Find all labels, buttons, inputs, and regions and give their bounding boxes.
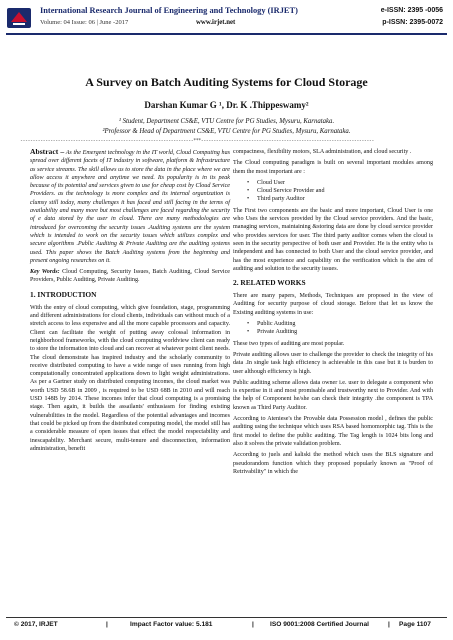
section-separator: ---------------------------------------------------------------------***--------------------------------------------------------------------- xyxy=(20,138,374,144)
pissn: p-ISSN: 2395-0072 xyxy=(382,19,443,26)
affiliation-1: ¹ Student, Department CS&E, VTU Centre for PG Studies, Mysuru, Karnataka. xyxy=(118,118,335,125)
header-divider xyxy=(6,33,447,35)
footer-separator: | xyxy=(252,621,254,628)
introduction-heading: 1. INTRODUCTION xyxy=(30,289,97,299)
list-item: • Third party Auditor xyxy=(247,195,433,203)
abstract-label: Abstract – xyxy=(30,147,65,156)
keywords-text: Cloud Computing, Security Issues, Batch Auditing, Cloud Service Providers, Public Auditing, Private Auditing. xyxy=(30,269,230,284)
related-works-heading: 2. RELATED WORKS xyxy=(233,278,306,288)
components-text: The First two components are the basic and more important, Cloud User is one who Uses the services provided by the Cloud service providers. And the basic, managing services, maintaining &storing data are done by cloud service provider who provides services for user. The third party auditor comes when the cloud is seen in the security perspective of both user and Provider. He is the entity who is independent and has connected to both User and the cloud service provider, and has the most experience and capability on the verification which is the aim of auditing and solution to the security issues. xyxy=(233,207,433,272)
paper-authors: Darshan Kumar G ¹, Dr. K .Thippeswamy² xyxy=(144,100,309,110)
iso-certification: ISO 9001:2008 Certified Journal xyxy=(270,621,369,628)
page-footer xyxy=(0,617,453,633)
footer-separator: | xyxy=(388,621,390,628)
abstract xyxy=(30,148,230,265)
component-list xyxy=(247,179,433,204)
public-auditing-text: Public auditing scheme allows data owner i.e. user to delegate a component who is expertise in it and most promisable and trustworthy next to Provider. And with the help of Component he/she can check their integrity .the component is TPA known as Third Party Auditor. xyxy=(233,379,433,411)
list-item: • Private Auditing xyxy=(247,328,433,336)
journal-header xyxy=(0,0,453,36)
introduction-text: With the entry of cloud computing, which give foundation, stage, programming and different administrations for cloud clients, individuals can without much of a stretch access to less expensive and all the more capable processors and capacity. Client can facilitate the weight of putting away colossal information in neighborhood frameworks, with the cloud computing worldview client can ready to store the information into cloud and can recover at whatever point client needs. The cloud demonstrate has inspired industry and the scholarly community to receive distributed computing to have a wide range of uses running from high computationally concentrated applications down to light weight administrations. As per a Gartner study on distributed computing incomes, the cloud market was worth USD 58.6B in 2009 , is required to be USD 68B in 2010 and will reach USD 148B by 2014. These incomes infer that cloud computing is a promising stage. Then again, it builds the assailants' enthusiasm for finding existing vulnerabilities in the model. Regardless of the potential advantages and incomes that could be picked up from the distributed computing model, the model still has a considerable measure of open issues that effect the model respectability and inescapability. Merchant secure, multi-tenure and disconnection, information administration, benefit xyxy=(30,304,230,452)
copyright: © 2017, IRJET xyxy=(14,621,58,628)
auditing-types-text: These two types of auditing are most popular. xyxy=(233,340,345,347)
intro-continued: compactness, flexibility motors, SLA administration, and cloud security . xyxy=(233,149,412,155)
page-number: Page 1107 xyxy=(399,621,431,628)
list-item: • Cloud Service Provider and xyxy=(247,187,433,195)
abstract-text: As the Emergent technology in the IT world, Cloud Computing has spread over different facets of IT industry in software, platform & Infrastructure as service streams. The skill allows us to store the data in the place where we are allow access it anywhere and anytime we need. Its popularity is in its peak because of its potential and services given to use for cheap cost by Cloud Service Providers. as the technology is more complex and its internal organization is clumsy still today, many challenges it has faced and still facing in the terms of availability and many more but most challenges are faced regarding the security of e data stored by the user in cloud. There are many methodologies are introduced for overcoming the security issues .Auditing systems are the system which is intended to work on the security issues which utilizes complex and secure algorithms .Public Auditing & Private Auditing are the auditing systems used. This paper shows the Batch Auditing systems from the beginning and present ongoing researches on it. xyxy=(30,150,230,264)
paper-title: A Survey on Batch Auditing Systems for Cloud Storage xyxy=(85,75,368,89)
eissn: e-ISSN: 2395 -0056 xyxy=(380,7,443,14)
right-column xyxy=(233,148,433,479)
impact-factor: Impact Factor value: 5.181 xyxy=(130,621,213,628)
related-intro: There are many papers, Methods, Techniques are proposed in the view of Auditing for security purpose of cloud storage. Before that let us know the Existing auditing systems in use: xyxy=(233,293,433,316)
keywords xyxy=(30,268,230,285)
footer-divider xyxy=(6,617,447,618)
paradigm-text: The Cloud computing paradigm is built on several important modules among them the most important are : xyxy=(233,160,433,175)
juels-text: According to juels and kaliski the method which uses the BLS signature and pseudorandom function which they proposed popularly known as "Proof of Retrivability" in which the xyxy=(233,452,433,475)
auditing-list xyxy=(247,320,433,337)
affiliation-2: ²Professor & Head of Department CS&E, VTU Centre for PG Studies, Mysuru, Karnataka. xyxy=(102,128,351,135)
left-column xyxy=(30,148,230,456)
list-item: • Public Auditing xyxy=(247,320,433,328)
ateniese-text: According to Ateniese's the Provable data Possession model , defines the public auditing using the technique which uses RSA based homomorphic tag. This is the first model to define the public auditing. The Tag length is 1024 bits long and also it solves the private validation problem. xyxy=(233,416,433,447)
list-item: • Cloud User xyxy=(247,179,433,187)
keywords-label: Key Words: xyxy=(30,269,60,276)
footer-separator: | xyxy=(106,621,108,628)
volume-issue: Volume: 04 Issue: 06 | June -2017 xyxy=(40,19,129,26)
irjet-logo-icon xyxy=(6,6,32,30)
journal-website-link[interactable]: www.irjet.net xyxy=(196,19,236,26)
journal-name: International Research Journal of Engineering and Technology (IRJET) xyxy=(40,6,298,15)
private-auditing-text: Private auditing allows user to challenge the provider to check the integrity of his data .In single task high efficiency is achievable in this case but it is burden to user although efficiency is high. xyxy=(233,351,433,375)
